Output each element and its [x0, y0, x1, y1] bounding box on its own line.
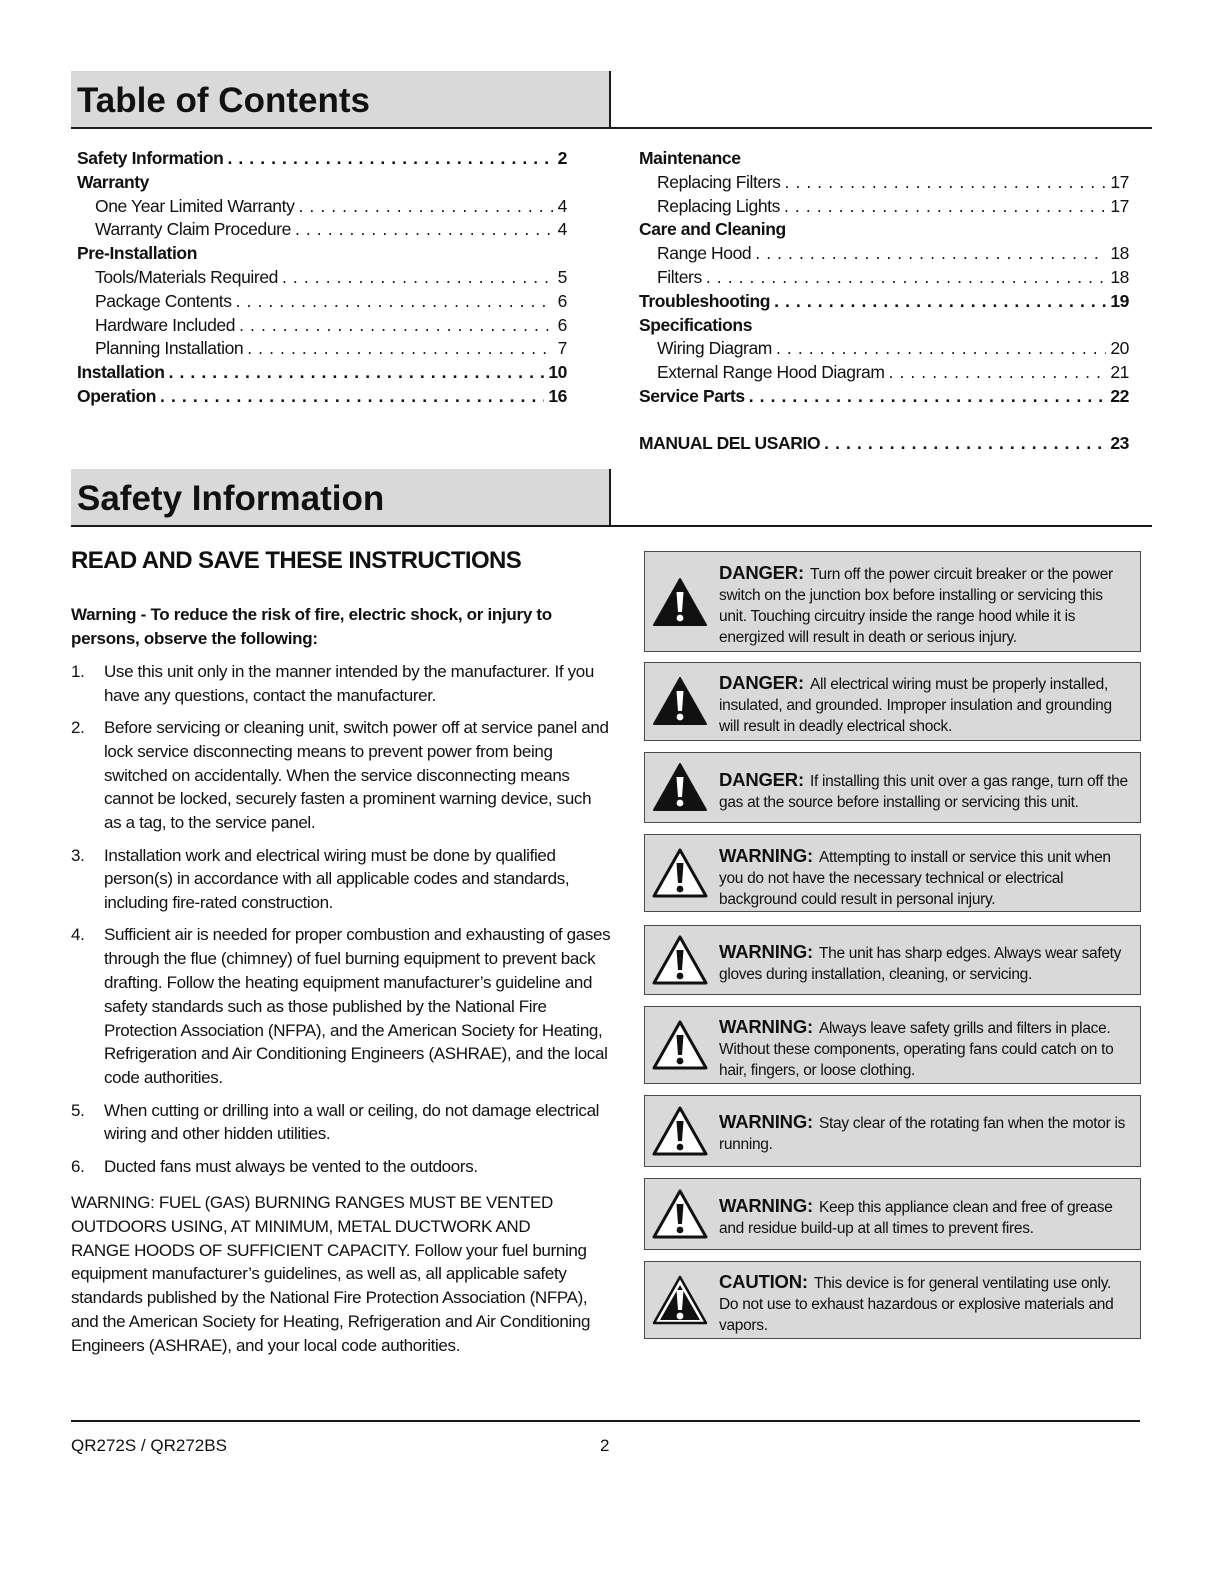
toc-entry-page: 4	[557, 195, 567, 216]
danger-alert-box	[644, 662, 1141, 741]
toc-entry[interactable]	[639, 147, 1129, 171]
toc-dot-leader	[749, 385, 1107, 409]
instruction-item	[71, 660, 611, 708]
toc-title: Table of Contents	[77, 81, 370, 120]
toc-entry[interactable]	[639, 218, 1129, 242]
instruction-item	[71, 844, 611, 915]
alert-keyword: WARNING:	[719, 1016, 813, 1037]
toc-entry-page: 22	[1110, 385, 1129, 406]
toc-entry-label: Specifications	[639, 314, 753, 335]
toc-entry-label: Care and Cleaning	[639, 219, 786, 240]
toc-dot-leader	[169, 361, 545, 385]
toc-entry-label: Installation	[77, 362, 165, 383]
toc-entry-page: 2	[557, 148, 567, 168]
instruction-item	[71, 1099, 611, 1147]
toc-dot-leader	[776, 337, 1106, 361]
toc-entry[interactable]	[639, 385, 1129, 409]
toc-entry-page: 6	[557, 290, 567, 311]
alert-keyword: DANGER:	[719, 672, 804, 693]
alert-text	[719, 1111, 1132, 1155]
toc-entry-label: Package Contents	[95, 290, 232, 311]
alert-text	[719, 1016, 1132, 1081]
toc-dot-leader	[889, 361, 1107, 385]
toc-dot-leader	[298, 195, 553, 219]
toc-dot-leader	[282, 266, 554, 290]
warning-triangle-icon	[651, 1019, 709, 1071]
warning-triangle-icon	[651, 847, 709, 899]
toc-entry-label: Maintenance	[639, 148, 741, 168]
instruction-text: Use this unit only in the manner intended by the manufacturer. If you have any questions, contact the manufacturer.	[104, 662, 594, 705]
toc-entry-label: Troubleshooting	[639, 290, 771, 311]
read-save-heading: READ AND SAVE THESE INSTRUCTIONS	[71, 547, 522, 574]
toc-header-band	[71, 71, 611, 127]
toc-entry-label: Filters	[657, 266, 702, 287]
alert-keyword: WARNING:	[719, 941, 813, 962]
toc-entry-label: Service Parts	[639, 385, 745, 406]
warning-triangle-icon	[651, 1188, 709, 1240]
toc-entry-label: Tools/Materials Required	[95, 266, 278, 287]
alert-text	[719, 1271, 1132, 1336]
alert-message: Attempting to install or service this unit when you do not have the necessary technical or electrical background could result in personal injury.	[719, 849, 1111, 908]
toc-dot-leader	[295, 218, 554, 242]
instruction-number: 4.	[71, 925, 85, 945]
safety-header	[71, 469, 1152, 527]
toc-entry-page: 21	[1110, 362, 1129, 383]
toc-spacer	[639, 409, 1129, 432]
alert-text	[719, 562, 1132, 648]
toc-entry[interactable]	[77, 266, 567, 290]
toc-entry[interactable]	[77, 242, 567, 266]
safety-title: Safety Information	[77, 479, 385, 518]
toc-dot-leader	[774, 290, 1106, 314]
safety-header-band	[71, 469, 611, 525]
danger-alert-box	[644, 752, 1141, 823]
toc-entry[interactable]	[77, 195, 567, 219]
alert-text	[719, 672, 1132, 737]
toc-entry-page: 4	[557, 219, 567, 240]
toc-entry[interactable]	[77, 218, 567, 242]
footer-page-number: 2	[600, 1436, 610, 1455]
warning-alert-box	[644, 834, 1141, 912]
toc-entry[interactable]	[639, 432, 1129, 456]
toc-entry-page: 20	[1110, 338, 1129, 359]
toc-dot-leader	[239, 314, 554, 338]
alert-text	[719, 769, 1132, 813]
caution-warning-icon	[651, 1274, 709, 1326]
toc-entry-page: 10	[548, 362, 567, 383]
instruction-text: Before servicing or cleaning unit, switch power off at service panel and lock service disconnecting means to prevent power from being switched on accidentally. When the service disconnecting means cannot be locked, securely fasten a prominent warning device, such as a tag, to the service panel.	[104, 718, 609, 833]
warning-intro: Warning - To reduce the risk of fire, electric shock, or injury to persons, observe the following:	[71, 605, 552, 648]
warning-alert-box	[644, 1095, 1141, 1167]
toc-entry-label: Replacing Lights	[657, 195, 780, 216]
toc-entry[interactable]	[639, 314, 1129, 338]
alert-keyword: DANGER:	[719, 769, 804, 790]
instruction-text: Sufficient air is needed for proper combustion and exhausting of gases through the flue (chimney) of fuel burning equipment to prevent back drafting. Follow the heating equipment manufacturer’s guideline and safety standards such as those published by the National Fire Protection Association (NFPA), and the American Society for Heating, Refrigeration and Air Conditioning Engineers (ASHRAE), and the local code authorities.	[104, 925, 611, 1088]
toc-entry-page: 19	[1110, 290, 1129, 311]
toc-entry-label: One Year Limited Warranty	[95, 195, 295, 216]
danger-warning-icon	[651, 576, 709, 628]
toc-entry[interactable]	[639, 266, 1129, 290]
toc-entry[interactable]	[639, 171, 1129, 195]
alert-message: Stay clear of the rotating fan when the motor is running.	[719, 1115, 1126, 1153]
alert-keyword: WARNING:	[719, 845, 813, 866]
instruction-item	[71, 1155, 611, 1179]
toc-entry-label: Warranty	[77, 171, 150, 192]
alert-keyword: DANGER:	[719, 562, 804, 583]
alert-message: All electrical wiring must be properly installed, insulated, and grounded. Improper insulation and grounding will result in deadly electrical shock.	[719, 676, 1112, 735]
danger-warning-icon	[651, 761, 709, 813]
toc-dot-leader	[755, 242, 1106, 266]
instruction-number: 6.	[71, 1156, 85, 1176]
warning-alert-box	[644, 925, 1141, 995]
toc-dot-leader	[824, 432, 1106, 456]
toc-entry[interactable]	[77, 314, 567, 338]
toc-left-column	[77, 147, 567, 409]
toc-entry[interactable]	[639, 242, 1129, 266]
danger-warning-icon	[651, 675, 709, 727]
footer-rule	[71, 1420, 1140, 1422]
alert-message: The unit has sharp edges. Always wear safety gloves during installation, cleaning, or servicing.	[719, 945, 1122, 983]
toc-header	[71, 71, 1152, 129]
toc-entry-label: Replacing Filters	[657, 171, 781, 192]
alert-message: Always leave safety grills and filters in place. Without these components, operating fans could catch on to hair, fingers, or loose clothing.	[719, 1020, 1114, 1079]
toc-dot-leader	[236, 290, 554, 314]
warning-alert-box	[644, 1178, 1141, 1250]
fuel-warning-paragraph: WARNING: FUEL (GAS) BURNING RANGES MUST BE VENTED OUTDOORS USING, AT MINIMUM, METAL DUCTWORK AND RANGE HOODS OF SUFFICIENT CAPACITY. Follow your fuel burning equipment manufacturer’s guidelines, as well as, all applicable safety standards published by the National Fire Protection Association (NFPA), and the American Society for Heating, Refrigeration and Air Conditioning Engineers (ASHRAE), and your local code authorities.	[71, 1193, 591, 1355]
toc-entry-label: MANUAL DEL USARIO	[639, 432, 821, 453]
instruction-text: Installation work and electrical wiring must be done by qualified person(s) in accordance with all applicable codes and standards, including fire-rated construction.	[104, 845, 570, 913]
toc-entry[interactable]	[77, 290, 567, 314]
toc-entry-label: Range Hood	[657, 243, 752, 264]
warning-triangle-icon	[651, 934, 709, 986]
toc-entry-label: Operation	[77, 385, 157, 406]
toc-entry-page: 23	[1110, 432, 1129, 453]
caution-alert-box	[644, 1261, 1141, 1339]
toc-entry-label: Planning Installation	[95, 338, 244, 359]
toc-dot-leader	[160, 385, 544, 409]
toc-dot-leader	[247, 337, 553, 361]
toc-entry[interactable]	[639, 337, 1129, 361]
toc-entry-page: 17	[1110, 195, 1129, 216]
toc-entry-page: 6	[557, 314, 567, 335]
toc-entry[interactable]	[77, 361, 567, 385]
toc-entry-page: 7	[557, 338, 567, 359]
warning-alert-box	[644, 1006, 1141, 1084]
toc-entry-label: External Range Hood Diagram	[657, 362, 885, 383]
toc-entry[interactable]	[77, 147, 567, 171]
alert-message: Keep this appliance clean and free of grease and residue build-up at all times to prevent fires.	[719, 1199, 1113, 1237]
toc-entry[interactable]	[639, 290, 1129, 314]
toc-entry[interactable]	[77, 385, 567, 409]
alert-message: If installing this unit over a gas range, turn off the gas at the source before installing or servicing this unit.	[719, 773, 1128, 811]
toc-entry-label: Wiring Diagram	[657, 338, 772, 359]
alert-keyword: WARNING:	[719, 1111, 813, 1132]
toc-entry[interactable]	[77, 337, 567, 361]
toc-entry-label: Pre-Installation	[77, 243, 198, 264]
instruction-list	[71, 660, 611, 1187]
toc-entry[interactable]	[639, 195, 1129, 219]
instruction-number: 2.	[71, 718, 85, 738]
toc-entry-page: 18	[1110, 266, 1129, 287]
instruction-number: 3.	[71, 845, 85, 865]
danger-alert-box	[644, 551, 1141, 652]
toc-entry-label: Warranty Claim Procedure	[95, 219, 291, 240]
toc-entry-label: Hardware Included	[95, 314, 236, 335]
instruction-number: 5.	[71, 1100, 85, 1120]
alert-message: Turn off the power circuit breaker or the power switch on the junction box before installing or servicing this unit. Touching circuitry inside the range hood while it is energized will result in death or serious injury.	[719, 566, 1113, 646]
toc-entry[interactable]	[77, 171, 567, 195]
toc-entry-page: 18	[1110, 243, 1129, 264]
toc-entry-label: Safety Information	[77, 148, 224, 168]
toc-entry-page: 16	[548, 385, 567, 406]
instruction-item	[71, 923, 611, 1090]
instruction-number: 1.	[71, 662, 85, 681]
toc-entry-page: 17	[1110, 171, 1129, 192]
toc-entry[interactable]	[639, 361, 1129, 385]
footer-model-number: QR272S / QR272BS	[71, 1436, 227, 1455]
alert-keyword: CAUTION:	[719, 1271, 808, 1292]
toc-entry-page: 5	[557, 266, 567, 287]
toc-dot-leader	[785, 171, 1107, 195]
toc-dot-leader	[706, 266, 1106, 290]
alert-text	[719, 845, 1132, 910]
toc-right-column	[639, 147, 1129, 456]
warning-triangle-icon	[651, 1105, 709, 1157]
instruction-text: Ducted fans must always be vented to the outdoors.	[104, 1156, 478, 1176]
instruction-text: When cutting or drilling into a wall or ceiling, do not damage electrical wiring and other hidden utilities.	[104, 1100, 600, 1144]
alert-keyword: WARNING:	[719, 1195, 813, 1216]
instruction-item	[71, 716, 611, 835]
alert-message: This device is for general ventilating use only. Do not use to exhaust hazardous or explosive materials and vapors.	[719, 1275, 1114, 1334]
alert-text	[719, 941, 1132, 985]
toc-dot-leader	[227, 147, 553, 171]
alert-text	[719, 1195, 1132, 1239]
toc-dot-leader	[784, 195, 1106, 219]
